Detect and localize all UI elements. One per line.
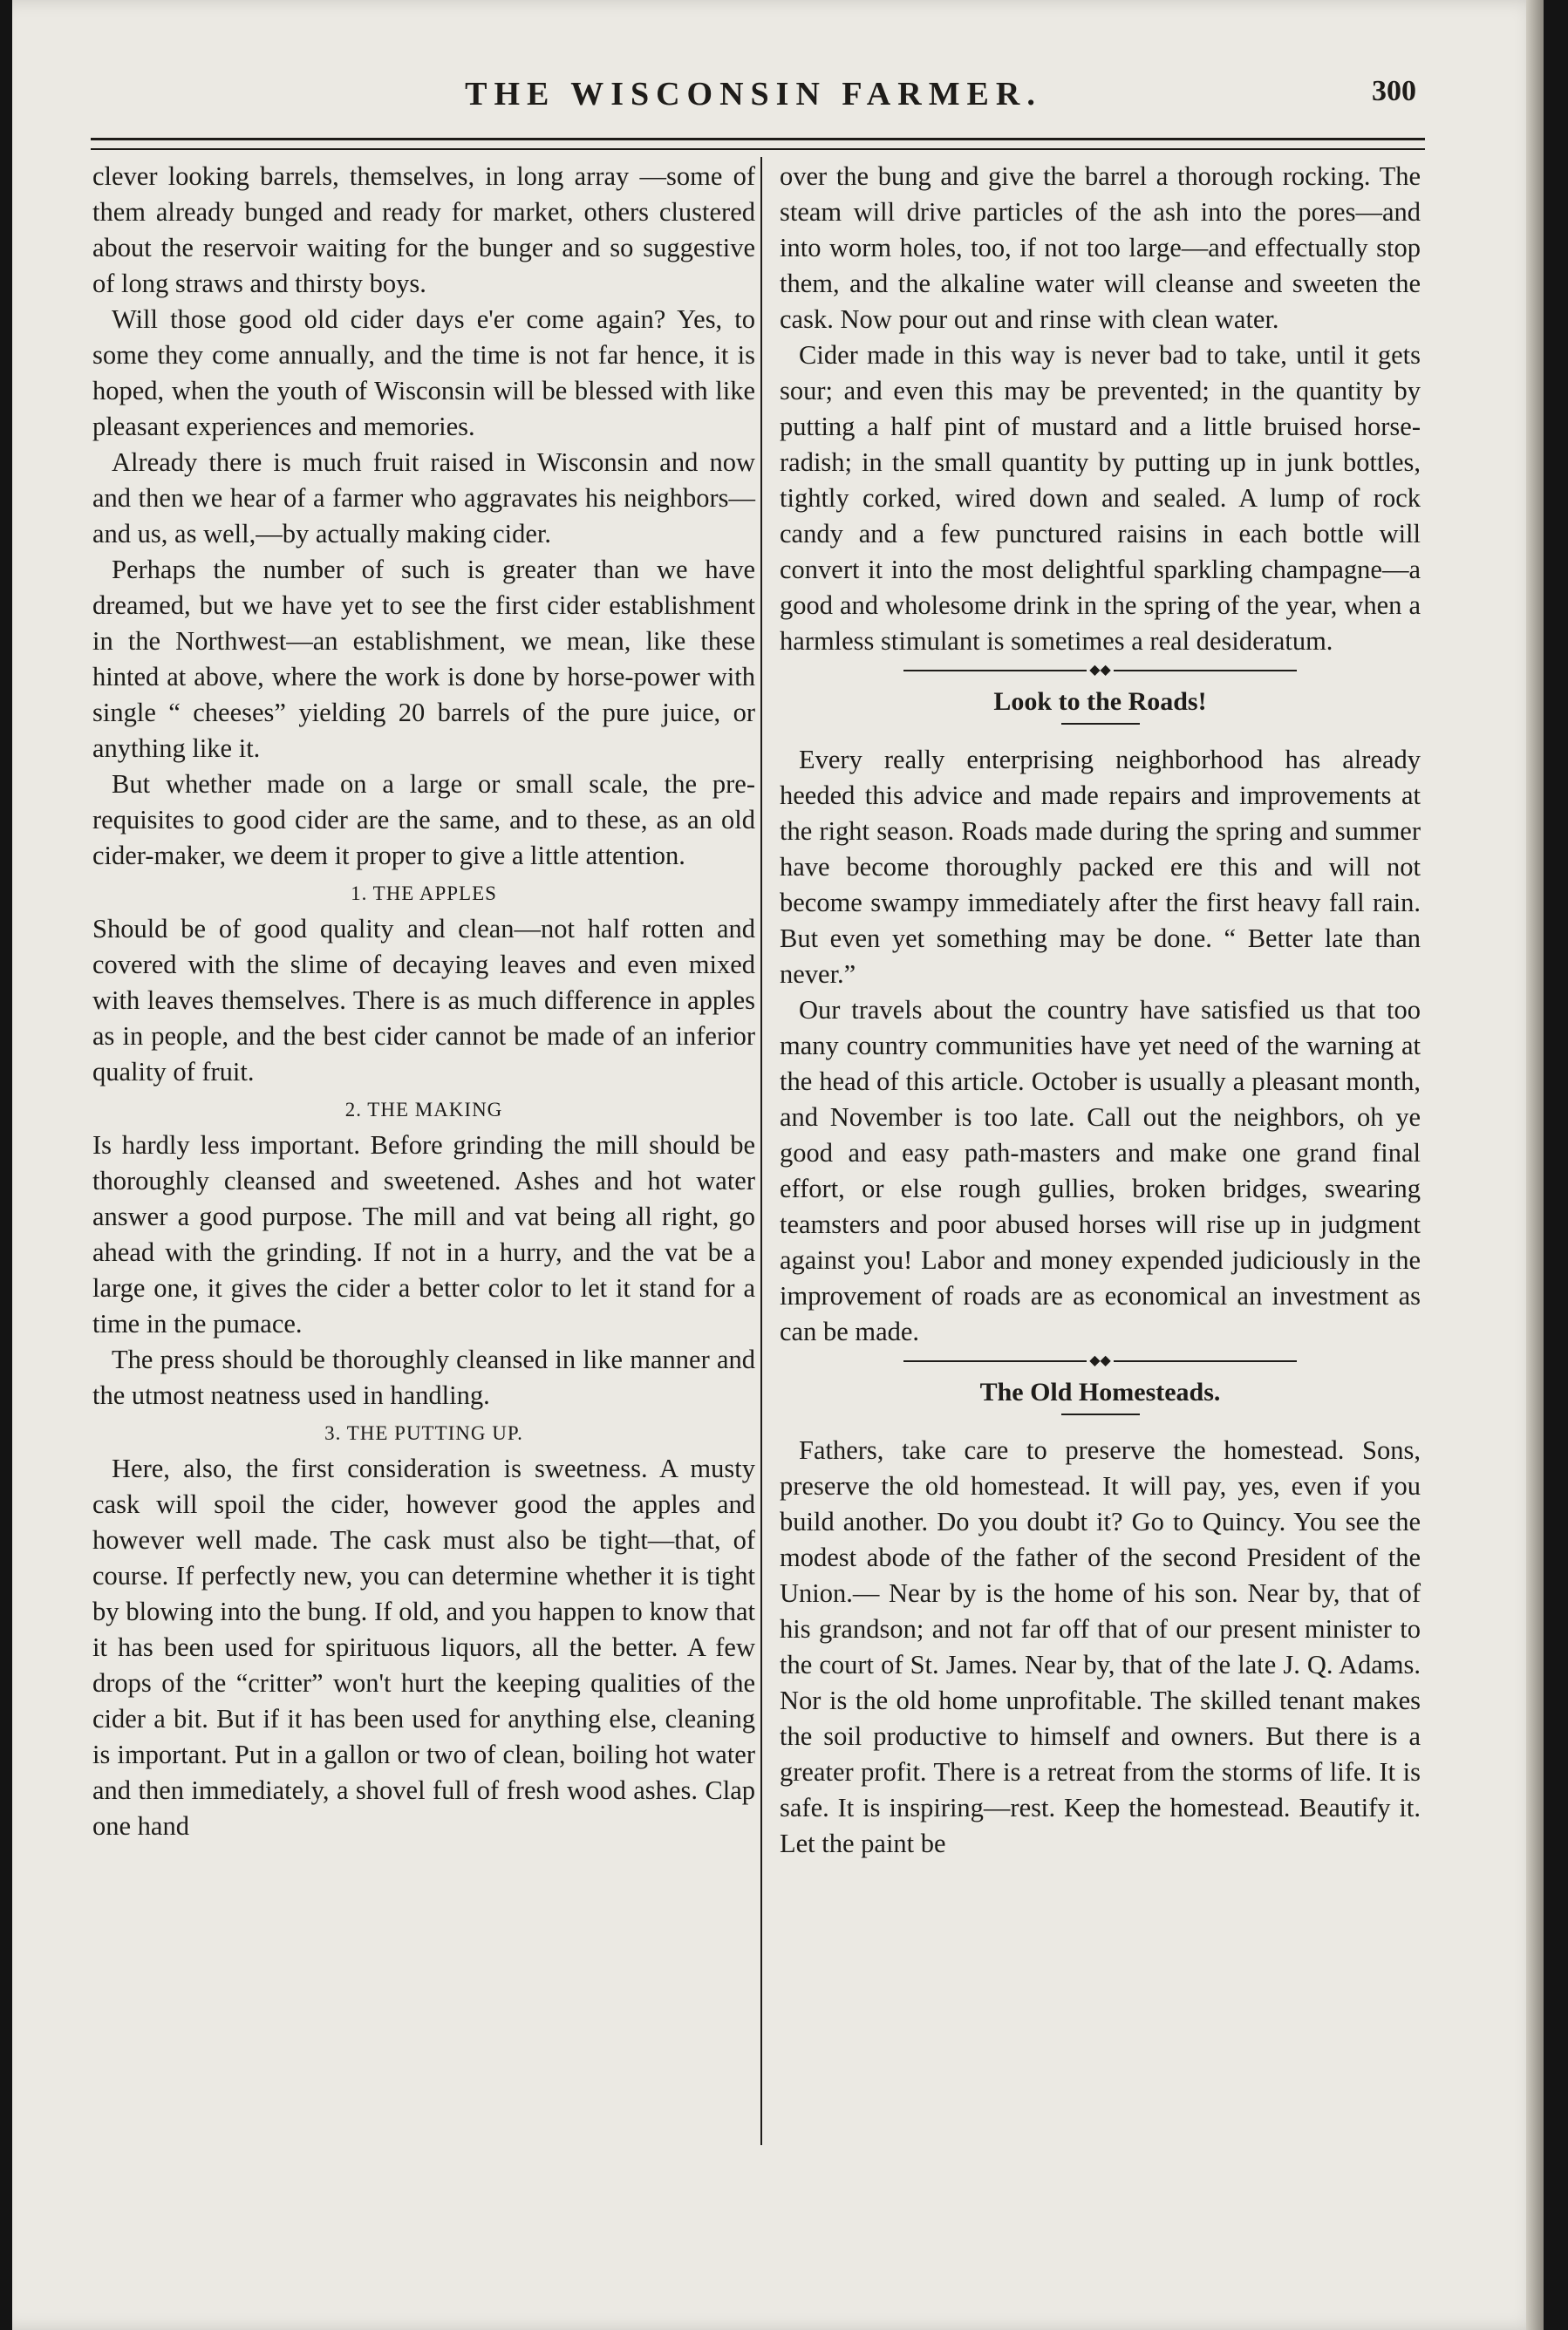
column-divider	[760, 157, 762, 2145]
paragraph: over the bung and give the barrel a thorough rocking. The steam will drive particles of the ash into the pores—and into worm holes, too, if not too large—and effectually stop them, and the alkaline water will cleanse and sweeten the cask. Now pour out and rinse with clean water.	[780, 161, 1421, 334]
paragraph: Will those good old cider days e'er come again? Yes, to some they come annually, and the time is not far hence, it is hoped, when the youth of Wisconsin will be blessed with like pleasant experiences and memories.	[92, 304, 755, 441]
right-column	[780, 159, 1421, 1862]
page-number: 300	[1372, 75, 1416, 107]
header-rule-bottom	[91, 148, 1425, 150]
paragraph: Already there is much fruit raised in Wisconsin and now and then we hear of a farmer who aggravates his neighbors—and us, as well,—by actually making cider.	[92, 447, 755, 548]
paragraph: Cider made in this way is never bad to take, until it gets sour; and even this may be prevented; in the quantity by putting a half pint of mustard and a little bruised horse-radish; in the small quantity by putting up in junk bottles, tightly corked, wired down and sealed. A lump of rock candy and a few punctured raisins in each bottle will convert it into the most delightful sparkling champagne—a good and wholesome drink in the spring of the year, when a harmless stimulant is sometimes a real desideratum.	[780, 340, 1421, 656]
paragraph: Is hardly less important. Before grinding the mill should be thoroughly cleansed and sweetened. Ashes and hot water answer a good purpose. The mill and vat being all right, go ahead with the grinding. If not in a hurry, and the vat be a large one, it gives the cider a better color to let it stand for a time in the pumace.	[92, 1130, 755, 1339]
title-underline	[1061, 1414, 1140, 1415]
paragraph: Should be of good quality and clean—not half rotten and covered with the slime of decaying leaves and even mixed with leaves themselves. There is as much difference in apples as in people, and the best cider cannot be made of an inferior quality of fruit.	[92, 914, 755, 1087]
article-title-roads: Look to the Roads!	[993, 687, 1207, 716]
section-subhead-making: 2. THE MAKING	[344, 1099, 503, 1121]
title-underline	[1061, 723, 1140, 725]
paragraph: clever looking barrels, themselves, in long array —some of them already bunged and ready for market, others clustered about the reservoir waiting for the bunger and so suggestive of long straws and thirsty boys.	[92, 161, 755, 298]
section-subhead-apples: 1. THE APPLES	[351, 882, 497, 904]
ornament-icon: ◆◆	[1089, 1353, 1111, 1368]
paragraph: Perhaps the number of such is greater than we have dreamed, but we have yet to see the first cider establishment in the Northwest—an establishment, we mean, like these hinted at above, where the work is done by horse-power with single “ cheeses” yielding 20 barrels of the pure juice, or anything like it.	[92, 555, 755, 763]
page-spine	[1526, 0, 1544, 2330]
paragraph: But whether made on a large or small scale, the pre-requisites to good cider are the same, and to these, as an old cider-maker, we deem it proper to give a little attention.	[92, 769, 755, 870]
header-rule-top	[91, 138, 1425, 140]
section-subhead-putting-up: 3. THE PUTTING UP.	[324, 1422, 523, 1444]
paragraph: Here, also, the first consideration is sweetness. A musty cask will spoil the cider, however good the apples and however well made. The cask must also be tight—that, of course. If perfectly new, you can determine whether it is tight by blowing into the bung. If old, and you happen to know that it has been used for spirituous liquors, all the better. A few drops of the “critter” won't hurt the keeping qualities of the cider a bit. But if it has been used for anything else, cleaning is important. Put in a gallon or two of clean, boiling hot water and then immediately, a shovel full of fresh wood ashes. Clap one hand	[92, 1454, 755, 1841]
paragraph: Our travels about the country have satisfied us that too many country communities have yet need of the warning at the head of this article. October is usually a pleasant month, and November is too late. Call out the neighbors, oh ye good and easy path-masters and make one grand final effort, or else rough gullies, broken bridges, swearing teamsters and poor abused horses will rise up in judgment against you! Labor and money expended judiciously in the improvement of roads are as economical an investment as can be made.	[780, 995, 1421, 1346]
article-title-homesteads: The Old Homesteads.	[979, 1378, 1221, 1407]
left-column	[92, 159, 755, 1844]
page-header	[91, 75, 1416, 127]
article-divider	[780, 1353, 1421, 1369]
paragraph: The press should be thoroughly cleansed in like manner and the utmost neatness used in handling.	[92, 1345, 755, 1410]
paragraph: Fathers, take care to preserve the homestead. Sons, preserve the old homestead. It will pay, yes, even if you build another. Do you doubt it? Go to Quincy. You see the modest abode of the father of the second President of the Union.— Near by is the home of his son. Near by, that of his grandson; and not far off that of our present minister to the court of St. James. Near by, that of the late J. Q. Adams. Nor is the old home unprofitable. The skilled tenant makes the soil productive to himself and owners. But there is a greater profit. There is a retreat from the storms of life. It is safe. It is inspiring—rest. Keep the homestead. Beautify it. Let the paint be	[780, 1435, 1421, 1858]
newspaper-page	[12, 0, 1544, 2330]
publication-title: THE WISCONSIN FARMER.	[465, 76, 1042, 112]
ornament-icon: ◆◆	[1089, 663, 1111, 678]
article-divider	[780, 663, 1421, 678]
paragraph: Every really enterprising neighborhood has already heeded this advice and made repairs and improvements at the right season. Roads made during the spring and summer have become thoroughly packed ere this and will not become swampy immediately after the first heavy fall rain. But even yet something may be done. “ Better late than never.”	[780, 745, 1421, 989]
